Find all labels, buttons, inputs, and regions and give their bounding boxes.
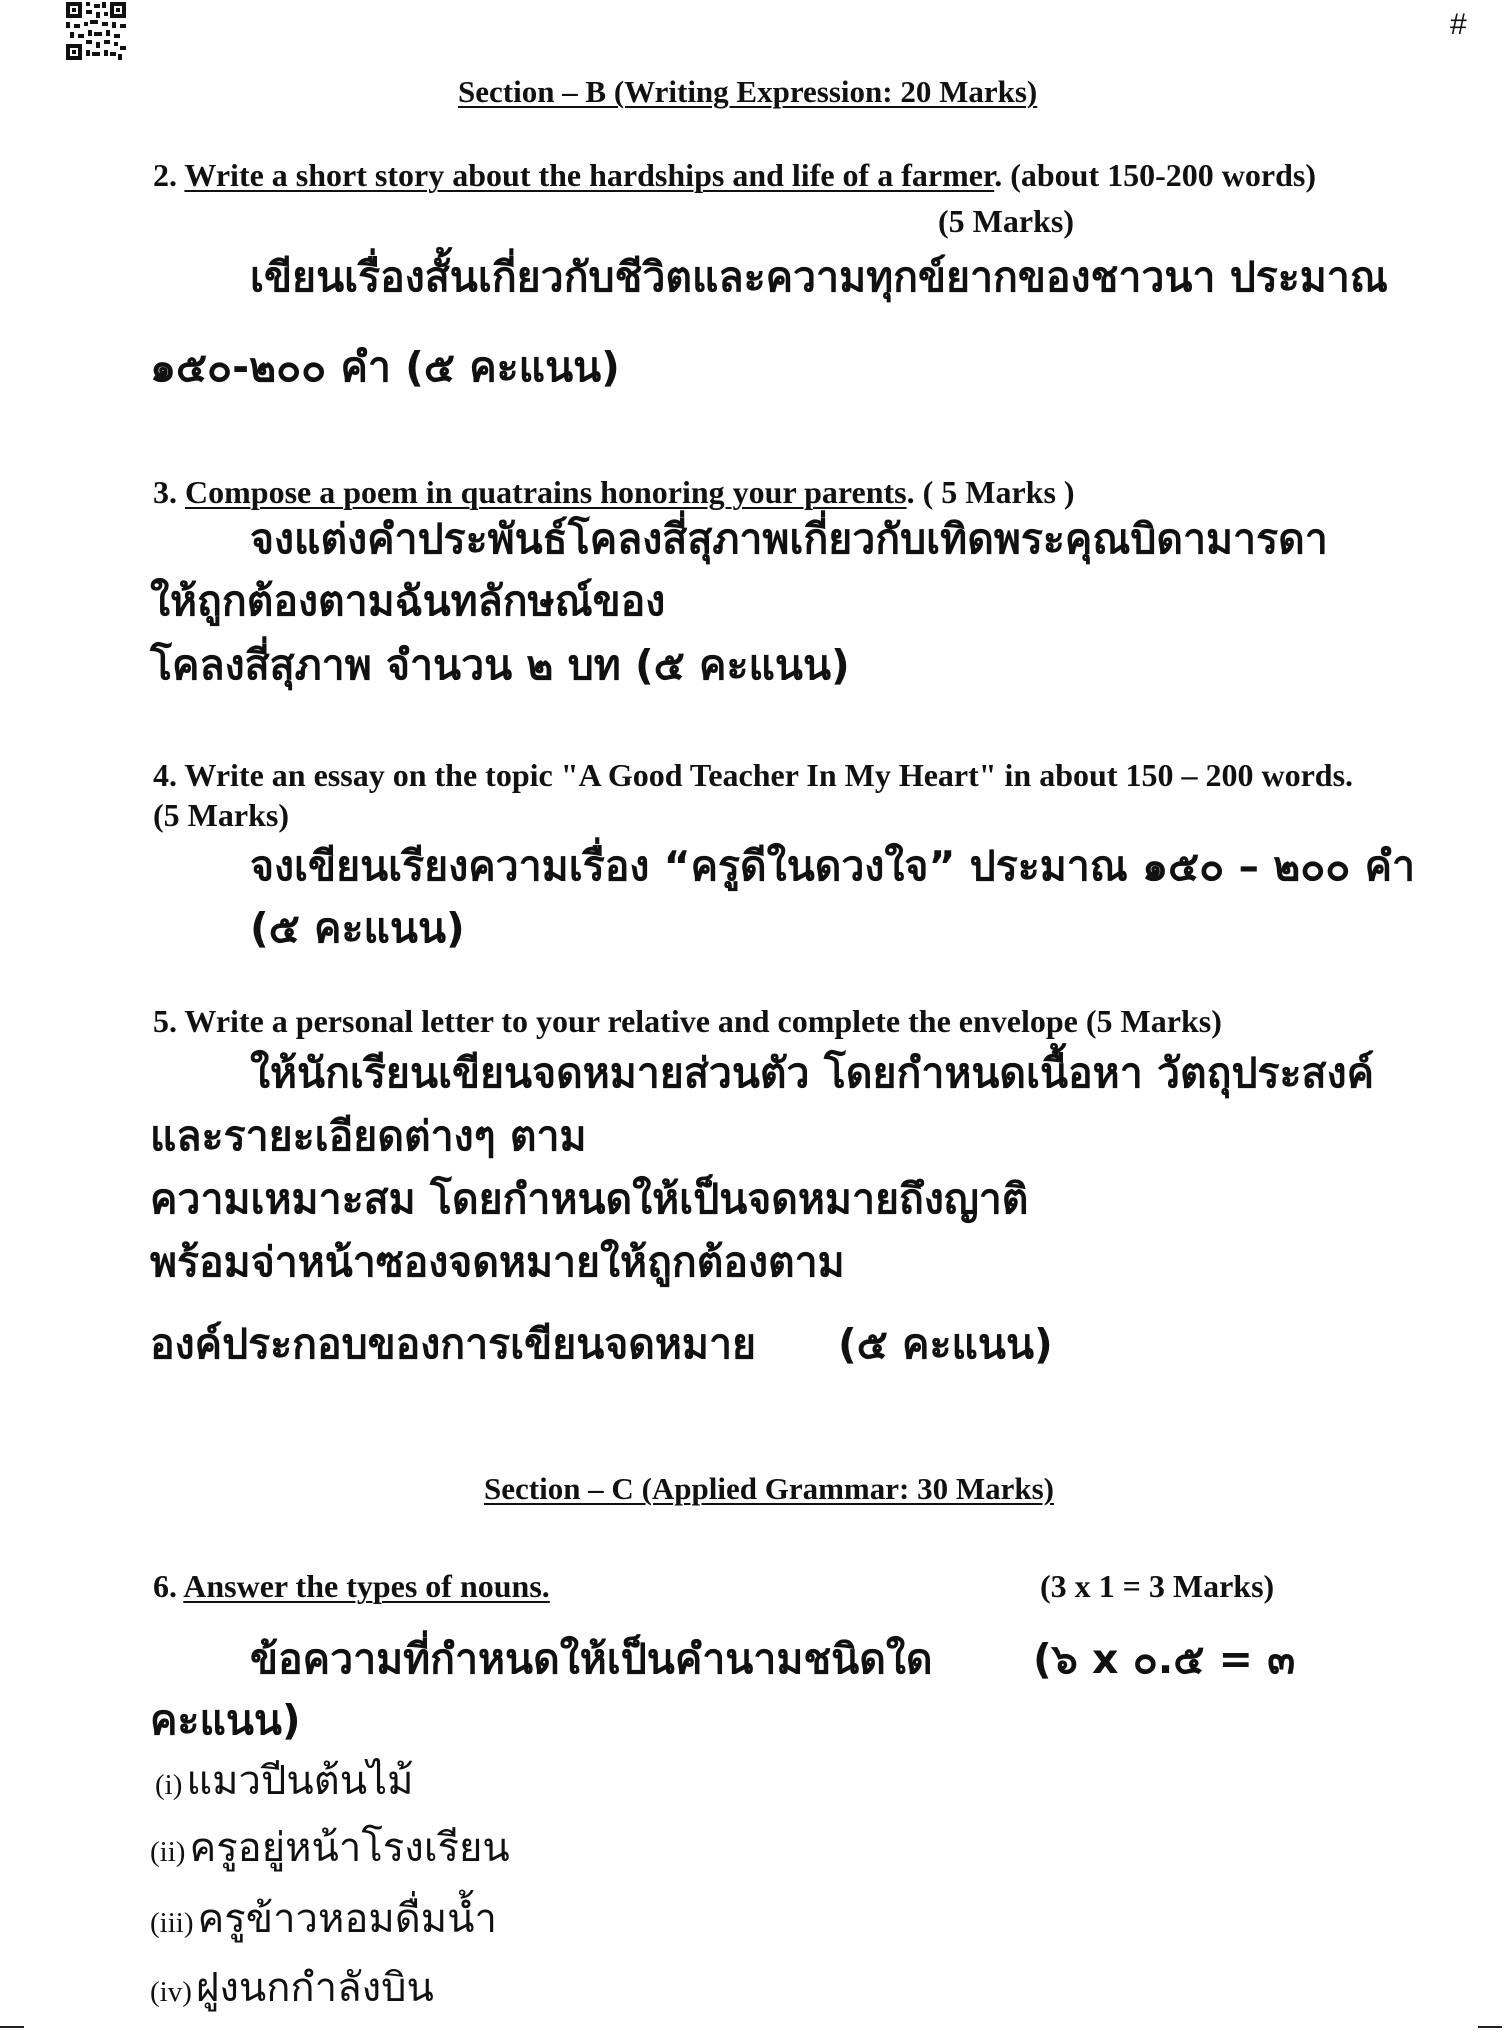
item-text: แมวปีนต้นไม้ [186,1758,414,1804]
question-3-thai-line-3: โคลงสี่สุภาพ จำนวน ๒ บท (๕ คะแนน) [150,641,850,689]
question-6-thai-marks: (๖ x ๐.๕ = ๓ [1033,1635,1296,1683]
list-item [150,1955,434,2019]
question-6-thai-line-1: ข้อความที่กำหนดให้เป็นคำนามชนิดใด [250,1635,933,1683]
question-6-prompt [153,1568,550,1605]
item-label: (ii) [150,1836,186,1868]
item-text: ฝูงนกกำลังบิน [195,1965,434,2011]
item-text: ครูอยู่หน้าโรงเรียน [189,1825,510,1871]
item-label: (iv) [150,1976,192,2008]
question-6-thai-line-2: คะแนน) [150,1696,301,1744]
question-number: 2. [153,157,177,193]
question-number: 3. [153,474,177,510]
question-5-thai-line-3: ความเหมาะสม โดยกำหนดให้เป็นจดหมายถึงญาติ [150,1175,1029,1223]
list-item [155,1748,414,1812]
question-5-prompt: 5. Write a personal letter to your relative and complete the envelope (5 Marks) [153,1003,1222,1039]
question-2-marks: (5 Marks) [938,203,1074,239]
page-edge-mark [0,2026,24,2028]
question-2-prompt [153,157,1316,194]
section-b-heading: Section – B (Writing Expression: 20 Marks) [458,74,1038,109]
question-2-thai-line-1: เขียนเรื่องสั้นเกี่ยวกับชีวิตและความทุกข์ยากของชาวนา ประมาณ [250,253,1388,301]
question-4-thai-line-2: (๕ คะแนน) [250,904,465,952]
question-4-thai-line-1: จงเขียนเรียงความเรื่อง “ครูดีในดวงใจ” ประมาณ ๑๕๐ – ๒๐๐ คำ [250,842,1416,890]
question-3-thai-line-1: จงแต่งคำประพันธ์โคลงสี่สุภาพเกี่ยวกับเทิดพระคุณบิดามารดา [250,515,1328,563]
question-3-prompt [153,474,1075,511]
question-4-marks: (5 Marks) [153,797,289,833]
section-c-heading: Section – C (Applied Grammar: 30 Marks) [484,1471,1054,1506]
question-number: 6. [153,1568,177,1604]
item-label: (i) [155,1769,183,1801]
question-text: Compose a poem in quatrains honoring your parents [185,474,907,510]
question-3-thai-line-2: ให้ถูกต้องตามฉันทลักษณ์ของ [150,577,666,625]
list-item [150,1886,497,1950]
question-tail: . (about 150-200 words) [994,157,1316,193]
question-4-prompt: 4. Write an essay on the topic "A Good Teacher In My Heart" in about 150 – 200 words. [153,757,1354,793]
question-5-thai-line-4: พร้อมจ่าหน้าซองจดหมายให้ถูกต้องตาม [150,1238,845,1286]
question-5-thai-marks: (๕ คะแนน) [838,1320,1053,1368]
question-6-marks: (3 x 1 = 3 Marks) [1040,1568,1275,1604]
item-text: ครูข้าวหอมดื่มน้ำ [197,1896,497,1942]
page-edge-mark [1478,2026,1502,2028]
question-5-thai-line-5: องค์ประกอบของการเขียนจดหมาย [150,1320,756,1368]
item-label: (iii) [150,1907,194,1939]
corner-symbol: # [1450,8,1467,41]
question-2-thai-line-2: ๑๕๐-๒๐๐ คำ (๕ คะแนน) [150,343,620,391]
question-5-thai-line-1: ให้นักเรียนเขียนจดหมายส่วนตัว โดยกำหนดเนื้อหา วัตถุประสงค์ [250,1049,1375,1097]
question-text: Write a short story about the hardships and life of a farmer [184,157,995,193]
question-tail: . ( 5 Marks ) [906,474,1075,510]
question-5-thai-line-2: และรายะเอียดต่างๆ ตาม [150,1112,587,1160]
list-item [150,1815,510,1879]
question-text: Answer the types of nouns. [183,1568,550,1604]
qr-code-icon [66,2,126,60]
